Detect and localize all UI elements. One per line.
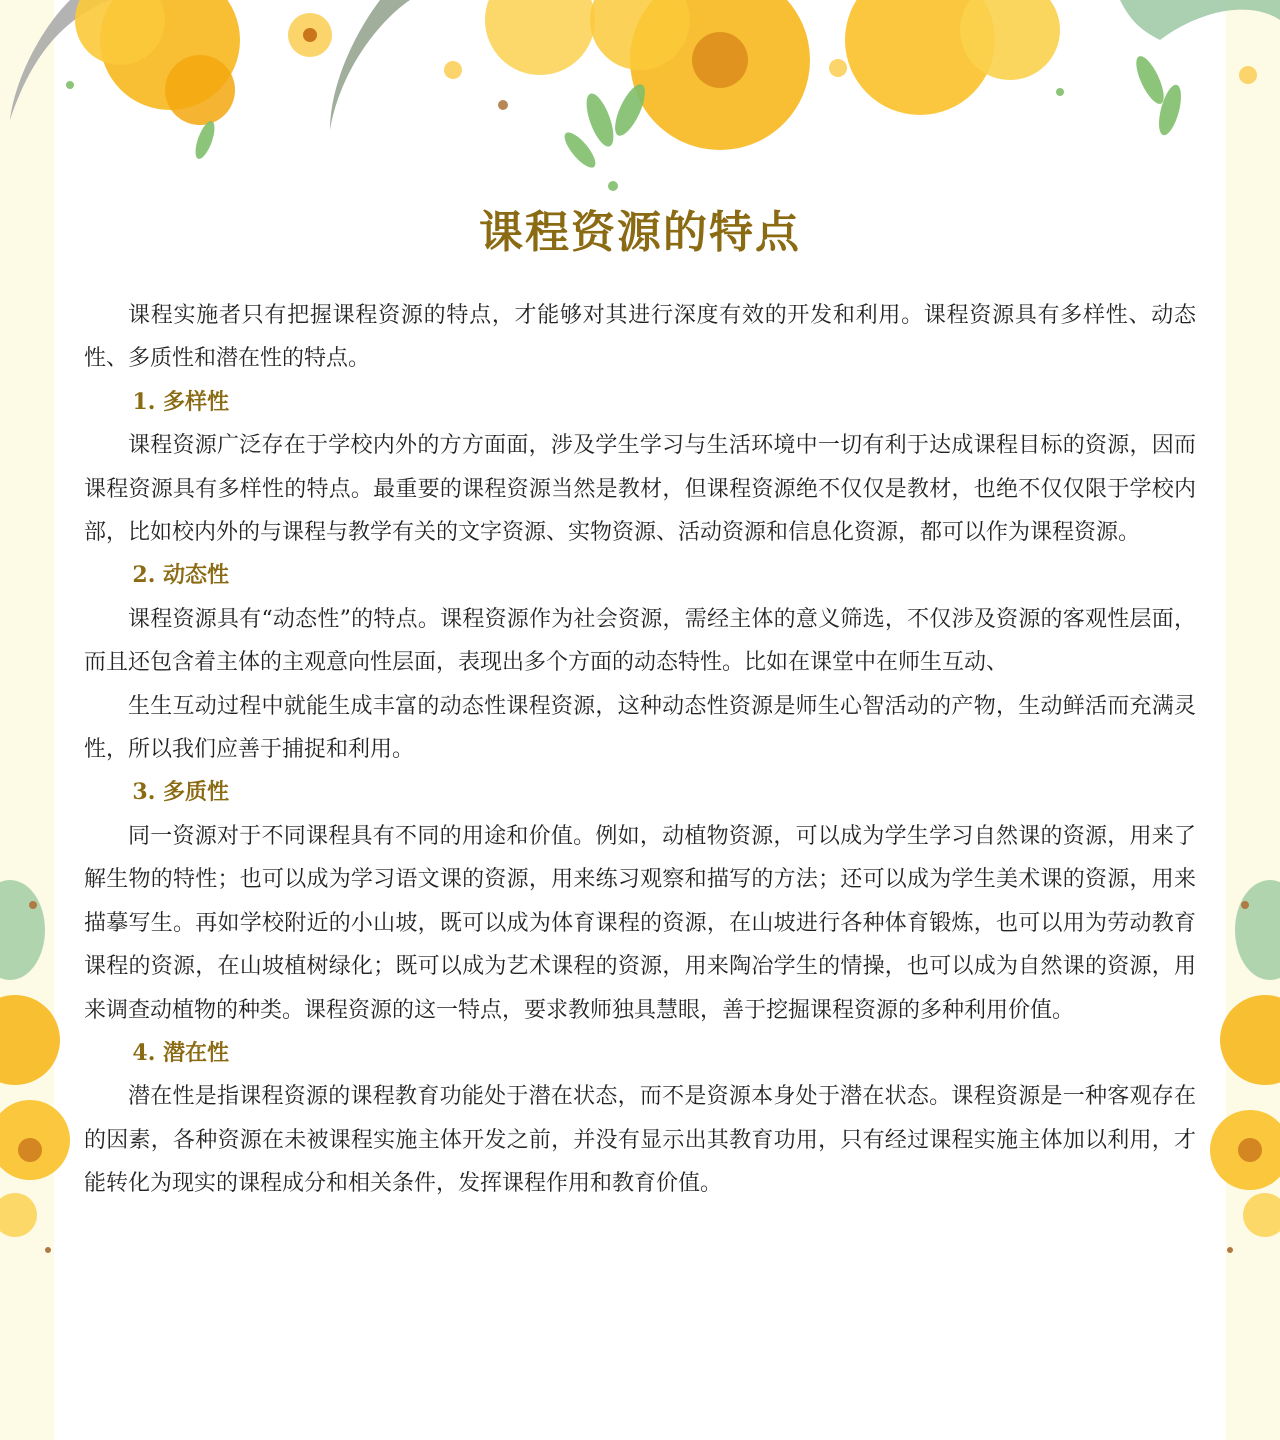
page-title: 课程资源的特点 [479,207,801,258]
article-body [84,294,1196,1206]
section-heading-dynamic: 2. 动态性 [132,562,230,589]
section-paragraph: 课程资源具有“动态性”的特点。课程资源作为社会资源，需经主体的意义筛选，不仅涉及资源的客观性层面，而且还包含着主体的主观意向性层面，表现出多个方面的动态特性。比如在课堂中在师生互动、 [84,606,1196,676]
section-paragraph: 潜在性是指课程资源的课程教育功能处于潜在状态，而不是资源本身处于潜在状态。课程资源是一种客观存在的因素，各种资源在未被课程实施主体开发之前，并没有显示出其教育功用，只有经过课程实施主体加以利用，才能转化为现实的课程成分和相关条件，发挥课程作用和教育价值。 [84,1084,1196,1197]
section-heading-latent: 4. 潜在性 [132,1039,230,1066]
section-paragraph: 课程资源广泛存在于学校内外的方方面面，涉及学生学习与生活环境中一切有利于达成课程目标的资源，因而课程资源具有多样性的特点。最重要的课程资源当然是教材，但课程资源绝不仅仅是教材，也绝不仅仅限于学校内部，比如校内外的与课程与教学有关的文字资源、实物资源、活动资源和信息化资源，都可以作为课程资源。 [84,433,1196,546]
section-paragraph: 同一资源对于不同课程具有不同的用途和价值。例如，动植物资源，可以成为学生学习自然课的资源，用来了解生物的特性；也可以成为学习语文课的资源，用来练习观察和描写的方法；还可以成为学生美术课的资源，用来描摹写生。再如学校附近的小山坡，既可以成为体育课程的资源，在山坡进行各种体育锻炼，也可以用为劳动教育课程的资源，在山坡植树绿化；既可以成为艺术课程的资源，用来陶冶学生的情操，也可以成为自然课的资源，用来调查动植物的种类。课程资源的这一特点，要求教师独具慧眼，善于挖掘课程资源的多种利用价值。 [84,823,1196,1023]
section-paragraph: 生生互动过程中就能生成丰富的动态性课程资源，这种动态性资源是师生心智活动的产物，生动鲜活而充满灵性，所以我们应善于捕捉和利用。 [84,693,1196,763]
section-heading-multi-quality: 3. 多质性 [132,779,230,806]
section-heading-diversity: 1. 多样性 [132,388,230,415]
intro-paragraph: 课程实施者只有把握课程资源的特点，才能够对其进行深度有效的开发和利用。课程资源具有多样性、动态性、多质性和潜在性的特点。 [84,303,1196,372]
